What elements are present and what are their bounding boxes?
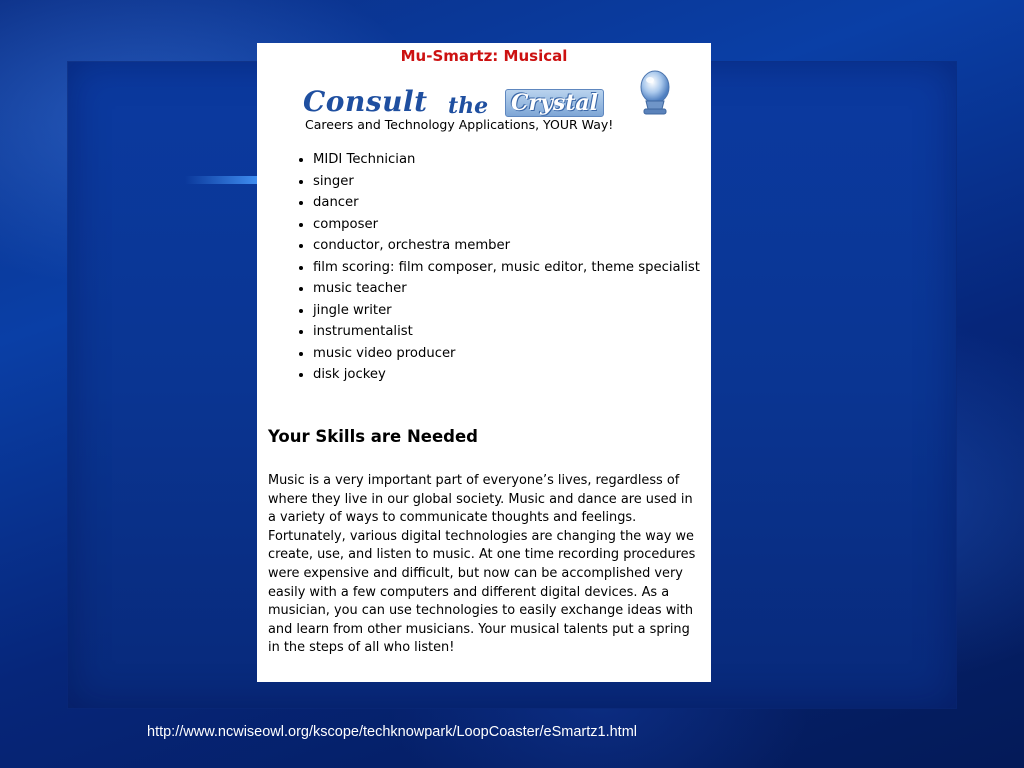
source-url-link[interactable]: http://www.ncwiseowl.org/kscope/techknowpark/LoopCoaster/eSmartz1.html bbox=[147, 724, 637, 740]
list-item: • dancer bbox=[313, 192, 703, 214]
accent-bar bbox=[185, 176, 257, 184]
logo-word-the: the bbox=[448, 93, 489, 119]
list-item: • composer bbox=[313, 214, 703, 236]
list-item: • instrumentalist bbox=[313, 321, 703, 343]
list-item: • conductor, orchestra member bbox=[313, 235, 703, 257]
list-item: • film scoring: film composer, music editor, theme specialist bbox=[313, 257, 703, 279]
list-item: • music teacher bbox=[313, 278, 703, 300]
list-item: • singer bbox=[313, 171, 703, 193]
skills-paragraph: Music is a very important part of everyone’s lives, regardless of where they live in our global society. Music and dance are used in a variety of ways to communicate thoughts and feelings. Fortunately, various digital technologies are changing the way we create, use, and listen to music. At one time recording procedures were expensive and difficult, but now can be accomplished very easily with a few computers and different digital devices. As a musician, you can use technologies to easily exchange ideas with and learn from other musicians. Your musical talents put a spring in the steps of all who listen! bbox=[268, 473, 696, 656]
skills-heading: Your Skills are Needed bbox=[268, 427, 478, 446]
webpage-screenshot bbox=[257, 43, 711, 682]
career-list bbox=[297, 149, 703, 386]
list-item: • music video producer bbox=[313, 343, 703, 365]
list-item: • disk jockey bbox=[313, 364, 703, 386]
logo-word-crystal: Crystal bbox=[505, 89, 604, 117]
consult-the-crystal-banner bbox=[301, 71, 681, 135]
list-item: • MIDI Technician bbox=[313, 149, 703, 171]
page-title: Mu-Smartz: Musical bbox=[400, 47, 568, 65]
logo-word-consult: Consult bbox=[303, 85, 428, 118]
tagline: Careers and Technology Applications, YOUR Way! bbox=[305, 117, 614, 132]
crystal-ball-icon bbox=[638, 69, 672, 117]
list-item: • jingle writer bbox=[313, 300, 703, 322]
